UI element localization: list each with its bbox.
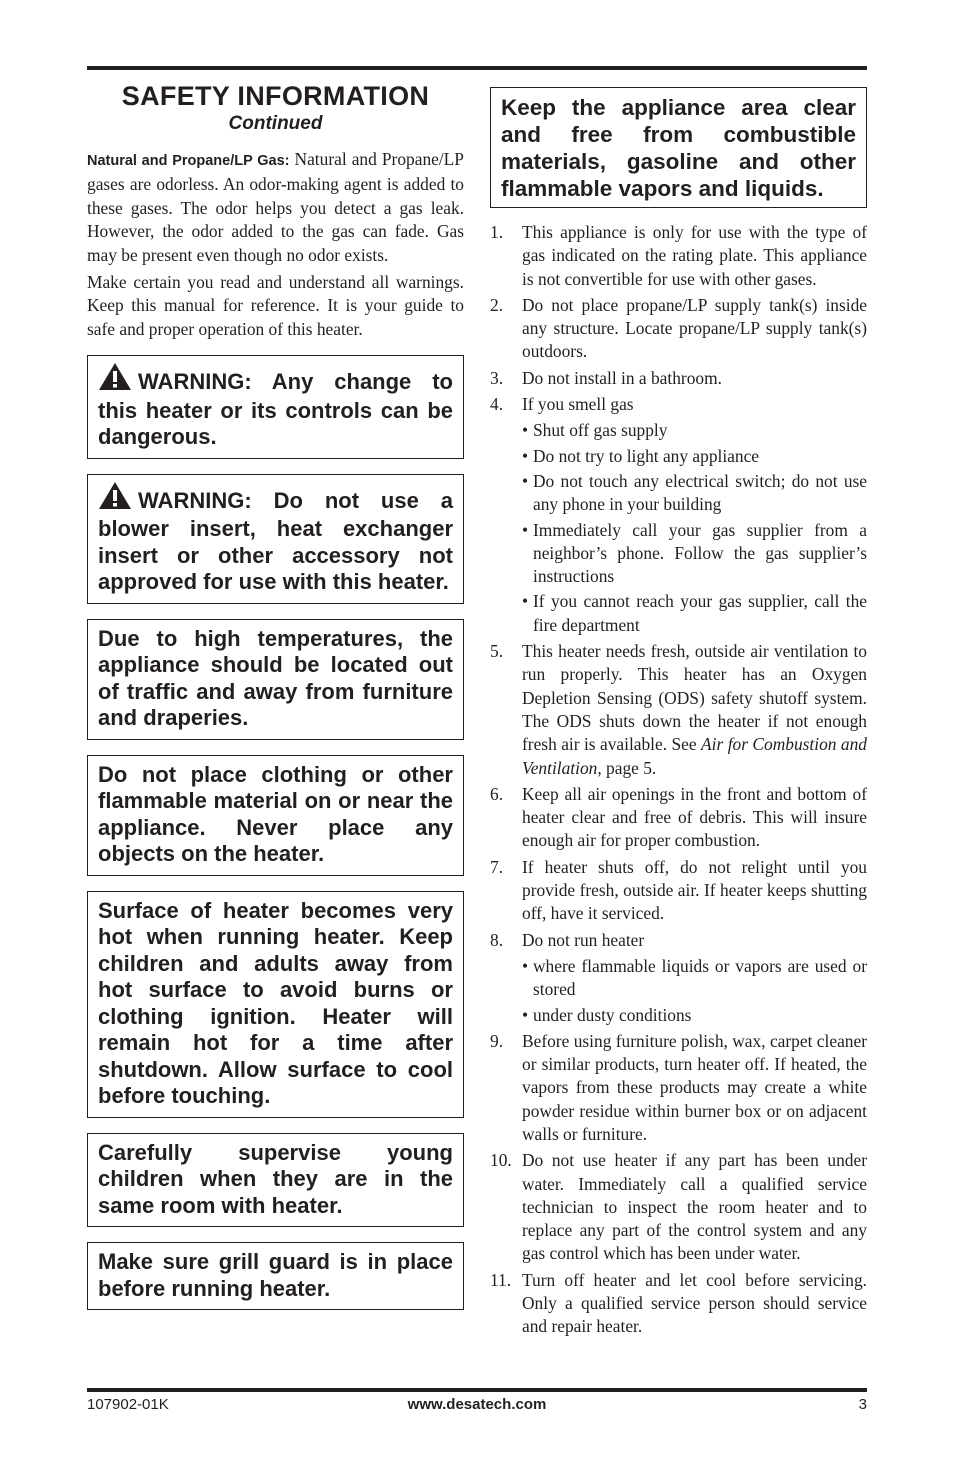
grill-guard-box xyxy=(87,1242,464,1310)
clear-area-text: Keep the appliance area clear and free from combustible materials, gasoline and other flammable vapors and liquids. xyxy=(501,95,856,201)
top-rule xyxy=(87,66,867,70)
list-item: 1. This appliance is only for use with the type of gas indicated on the rating plate. This appliance is not convertible for use with other gases. xyxy=(490,222,867,289)
bullet-list xyxy=(522,955,867,1027)
hot-surface-text: Surface of heater becomes very hot when running heater. Keep children and adults away from hot surface to avoid burns or clothing ignition. Heater will remain hot for a time after shutdown. Allow surface to cool before touching. xyxy=(98,897,453,1109)
list-item: 9. Before using furniture polish, wax, carpet cleaner or similar products, turn heater off. If heated, the vapors from these products may create a white powder residue within burner box or on adjacent walls or furniture. xyxy=(490,1030,867,1144)
warning-box-controls xyxy=(87,355,464,459)
section-subtitle: Continued xyxy=(228,113,323,134)
page-number: 3 xyxy=(858,1396,867,1413)
warning-accessory-text: WARNING: Do not use a blower insert, heat exchanger insert or other accessory not approved for use with this heater. xyxy=(98,487,453,595)
bullet-item: • where flammable liquids or vapors are used or stored xyxy=(522,955,867,1002)
bullet-item: • If you cannot reach your gas supplier, call the fire department xyxy=(522,590,867,637)
bullet-item: • Immediately call your gas supplier from a neighbor’s phone. Follow the gas supplier’s instructions xyxy=(522,519,867,589)
supervise-text: Carefully supervise young children when they are in the same room with heater. xyxy=(98,1139,453,1218)
clear-area-box xyxy=(490,87,867,208)
bullet-item: • Do not touch any electrical switch; do not use any phone in your building xyxy=(522,470,867,517)
list-item: 10. Do not use heater if any part has been under water. Immediately call a qualified service technician to inspect the room heater and to replace any part of the control system and any gas control which has been under water. xyxy=(490,1150,867,1264)
list-item: 2. Do not place propane/LP supply tank(s) inside any structure. Locate propane/LP supply tank(s) outdoors. xyxy=(490,294,867,362)
grill-guard-text: Make sure grill guard is in place before running heater. xyxy=(98,1249,453,1301)
list-item: 5. This heater needs fresh, outside air ventilation to run properly. This heater has an Oxygen Depletion Sensing (ODS) safety shutoff system. The ODS shuts down the heater if not enough fresh air is available. See Air for Combustion and Ventilation, page 5. xyxy=(490,641,867,778)
warning-box-accessory xyxy=(87,474,464,604)
list-item: 3. Do not install in a bathroom. xyxy=(490,367,722,388)
bullet-item: • Do not try to light any appliance xyxy=(522,445,867,468)
clothing-box xyxy=(87,755,464,876)
supervise-box xyxy=(87,1133,464,1228)
clothing-text: Do not place clothing or other flammable material on or near the appliance. Never place any objects on the heater. xyxy=(98,761,453,867)
warning-triangle-icon xyxy=(98,362,132,398)
right-column xyxy=(490,80,867,1342)
bullet-list xyxy=(522,419,867,637)
gas-paragraph-text: Natural and Propane/LP gases are odorless. An odor-making agent is added to these gases. The odor helps you detect a gas leak. However, the odor added to the gas can fade. Gas may be present even though no odor exists. xyxy=(87,149,464,265)
gas-paragraph xyxy=(87,148,464,267)
location-box xyxy=(87,619,464,740)
manual-paragraph: Make certain you read and understand all warnings. Keep this manual for reference. It is your guide to safe and proper operation of this heater. xyxy=(87,272,464,339)
list-item: 8. Do not run heater • where flammable liquids or vapors are used or stored • under dusty conditions xyxy=(490,929,867,1027)
page-footer xyxy=(87,1396,867,1416)
safety-list xyxy=(490,221,867,1339)
gas-paragraph-lead: Natural and Propane/LP Gas: xyxy=(87,153,290,169)
part-number: 107902-01K xyxy=(87,1396,169,1413)
bottom-rule xyxy=(87,1388,867,1392)
location-text: Due to high temperatures, the appliance should be located out of traffic and away from furniture and draperies. xyxy=(98,625,453,731)
hot-surface-box xyxy=(87,891,464,1118)
list-item: 7. If heater shuts off, do not relight until you provide fresh, outside air. If heater keeps shutting off, have it serviced. xyxy=(490,856,867,924)
warning-controls-text: WARNING: Any change to this heater or its controls can be dangerous. xyxy=(98,369,453,450)
section-title: SAFETY INFORMATION xyxy=(121,81,430,111)
list-item: 4. If you smell gas • Shut off gas supply • Do not try to light any appliance • Do not touch any electrical switch; do not use any phone in your building • Immediately call your gas supplier from a neighbor’s phone. Follow the gas supplier’s instructions • If you cannot reach your gas supplier, call the fire department xyxy=(490,393,867,637)
bullet-item: • under dusty conditions xyxy=(522,1004,867,1027)
website-link[interactable]: www.desatech.com xyxy=(407,1396,547,1413)
left-column xyxy=(87,80,464,1325)
warning-triangle-icon xyxy=(98,481,132,517)
bullet-item: • Shut off gas supply xyxy=(522,419,867,442)
list-item: 11. Turn off heater and let cool before servicing. Only a qualified service person should service and repair heater. xyxy=(490,1269,867,1337)
list-item: 6. Keep all air openings in the front and bottom of heater clear and free of debris. This will insure enough air for proper combustion. xyxy=(490,783,867,851)
